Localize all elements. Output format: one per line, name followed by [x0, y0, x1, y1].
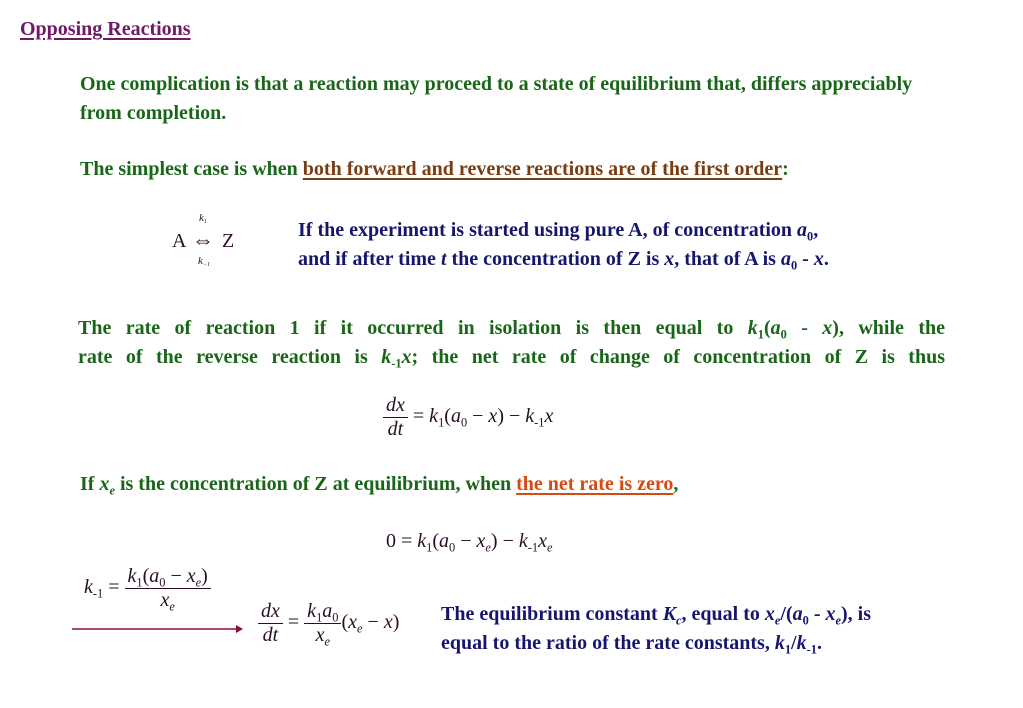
intro-paragraph: One complication is that a reaction may proceed to a state of equilibrium that, differs appreciably from completion. — [80, 73, 913, 124]
simplest-case-lead: The simplest case is when — [80, 158, 303, 180]
simplest-case-paragraph — [80, 155, 789, 184]
constant-line-2: equal to the ratio of the rate constants, $k_1/k_{-1}$. — [441, 632, 822, 657]
dxdt-fraction-2: $\frac{dx}{dt}$ — [258, 600, 283, 647]
rate-line-2: rate of the reverse reaction is $k_{-1}x$; the net rate of change of concentration of Z is thus — [78, 346, 945, 371]
integrated-rate-equation: $\frac{dx}{dt}$ = $\frac{k_1a_0}{x_e}$ $(x_e - x)$ — [258, 600, 399, 647]
simplest-case-tail: : — [782, 158, 789, 180]
reactant-a: A — [172, 230, 187, 252]
product-z: Z — [222, 230, 235, 252]
k-reverse-equation: $k_{-1}$ = $\frac{k_1(a_0 - x_e)}{x_e}$ — [84, 565, 211, 612]
dxdt-fraction: $\frac{dx}{dt}$ — [383, 394, 408, 441]
experiment-line-2: and if after time t the concentration of Z is x, that of A is $a_0$ - x. — [298, 248, 829, 273]
net-rate-equation: $\frac{dx}{dt}$ = $k_1(a_0 - x) - k_{-1}x$ — [383, 394, 553, 441]
k-reverse-label: $k_{-1}$ — [198, 255, 210, 269]
equilibrium-equation: $0 = k_1(a_0 - x_e) - k_{-1}x_e$ — [386, 530, 553, 555]
k-reverse-fraction: $\frac{k_1(a_0 - x_e)}{x_e}$ — [125, 565, 211, 612]
constant-line-1: The equilibrium constant $K_c$, equal to $x_e/(a_0 - x_e)$, is — [441, 603, 871, 628]
first-order-link[interactable]: both forward and reverse reactions are of the first order — [302, 158, 783, 180]
equilibrium-arrow-icon: ⇔ — [192, 227, 214, 252]
equilibrium-constant-paragraph — [441, 600, 871, 658]
page-title: Opposing Reactions — [20, 18, 191, 40]
experiment-line-1: If the experiment is started using pure A, of concentration $a_0$, — [298, 219, 819, 244]
rate-paragraph — [78, 314, 945, 372]
equilibrium-paragraph: If $x_e$ is the concentration of Z at equilibrium, when the net rate is zero, — [80, 473, 679, 498]
k1a0-fraction: $\frac{k_1a_0}{x_e}$ — [304, 600, 341, 647]
right-arrow-icon — [70, 622, 245, 636]
net-rate-zero-link[interactable]: the net rate is zero — [516, 473, 674, 495]
k-forward-label: $k_1$ — [199, 212, 207, 226]
experiment-paragraph — [298, 216, 829, 274]
reaction-scheme — [172, 212, 252, 272]
rate-line-1: The rate of reaction 1 if it occurred in isolation is then equal to $k_1(a_0 - x)$, while the — [78, 317, 945, 342]
